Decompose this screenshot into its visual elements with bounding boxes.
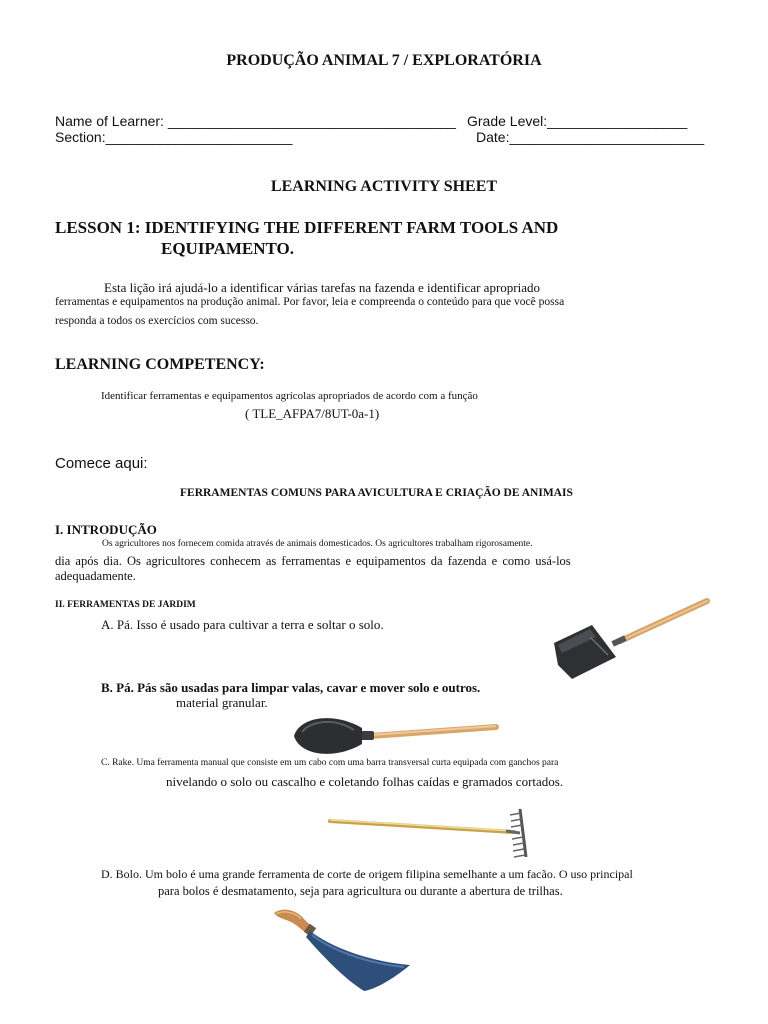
rake-icon (326, 805, 536, 865)
start-here-label: Comece aqui: (55, 455, 148, 472)
intro-paragraph-line1: Esta lição irá ajudá-lo a identificar várias tarefas na fazenda e identificar apropriado (104, 280, 540, 295)
item-b-text-line1: B. Pá. Pás são usadas para limpar valas, cavar e mover solo e outros. (101, 680, 481, 695)
section-heading: FERRAMENTAS COMUNS PARA AVICULTURA E CRIAÇÃO DE ANIMAIS (180, 487, 573, 499)
competency-heading: LEARNING COMPETENCY: (55, 356, 265, 373)
item-d-text-line1: D. Bolo. Um bolo é uma grande ferramenta de corte de origem filipina semelhante a um facão. O uso principal (101, 867, 633, 881)
intro-paragraph-line3: responda a todos os exercícios com sucesso. (55, 315, 259, 327)
item-c-text-line2: nivelando o solo ou cascalho e coletando folhas caídas e gramados cortados. (166, 774, 564, 789)
grade-level-field: Grade Level:__________________ (467, 113, 688, 129)
spade-flat-icon (550, 595, 710, 685)
sheet-title: LEARNING ACTIVITY SHEET (270, 178, 498, 195)
section-field: Section:________________________ (55, 129, 293, 145)
lesson-title-line1: LESSON 1: IDENTIFYING THE DIFFERENT FARM TOOLS AND (55, 218, 559, 237)
introduction-line2: dia após dia. Os agricultores conhecem as ferramentas e equipamentos da fazenda e como usá-los (55, 554, 571, 568)
date-field: Date:_________________________ (476, 129, 705, 145)
introduction-line3: adequadamente. (55, 569, 136, 583)
bolo-knife-icon (268, 905, 418, 995)
item-d-text-line2: para bolos é desmatamento, seja para agricultura ou durante a abertura de trilhas. (158, 884, 563, 898)
introduction-heading: I. INTRODUÇÃO (55, 522, 157, 537)
intro-paragraph-line2: ferramentas e equipamentos na produção animal. Por favor, leia e compreenda o conteúdo para que você possa (55, 296, 565, 308)
item-a-text: A. Pá. Isso é usado para cultivar a terra e soltar o solo. (101, 617, 384, 632)
name-of-learner-field: Name of Learner: _____________________________________ (55, 113, 456, 129)
document-title: PRODUÇÃO ANIMAL 7 / EXPLORATÓRIA (226, 52, 542, 69)
competency-text: Identificar ferramentas e equipamentos agrícolas apropriados de acordo com a função (101, 390, 478, 402)
competency-code: ( TLE_AFPA7/8UT-0a-1) (245, 406, 380, 421)
item-c-text-line1: C. Rake. Uma ferramenta manual que consiste em um cabo com uma barra transversal curta equipada com ganchos para (101, 758, 559, 768)
lesson-title-line2: EQUIPAMENTO. (161, 239, 295, 258)
item-b-text-line2: material granular. (176, 695, 268, 710)
introduction-line1: Os agricultores nos fornecem comida através de animais domesticados. Os agricultores trabalham rigorosamente. (102, 539, 533, 549)
garden-tools-heading: II. FERRAMENTAS DE JARDIM (55, 600, 196, 610)
shovel-round-icon (290, 710, 500, 760)
